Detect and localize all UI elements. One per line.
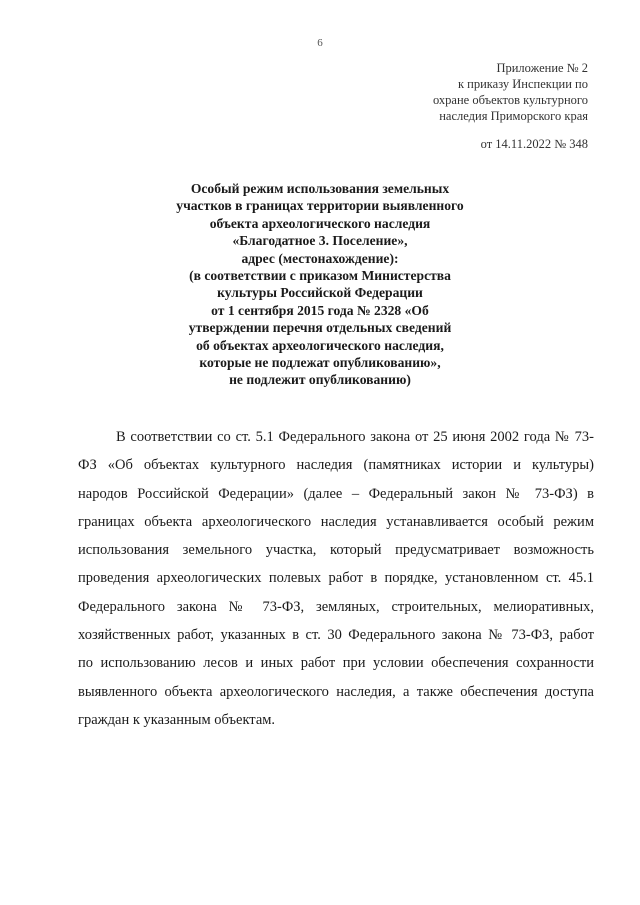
appendix-line: охране объектов культурного xyxy=(432,93,588,107)
appendix-line: наследия Приморского края xyxy=(439,109,588,123)
title-line: адрес (местонахождение): xyxy=(241,250,399,266)
title-line: объекта археологического наследия xyxy=(209,215,431,231)
body-line: границах объекта археологического наследия устанавливается особый режим xyxy=(78,513,594,530)
body-line: Федерального закона № 73-ФЗ, земляных, строительных, мелиоративных, xyxy=(78,598,594,615)
title-line: от 1 сентября 2015 года № 2328 «Об xyxy=(211,302,429,318)
body-line: граждан к указанным объектам. xyxy=(78,711,276,728)
body-paragraph xyxy=(78,423,594,734)
body-line: выявленного объекта археологического наследия, а также обеспечения доступа xyxy=(78,683,594,700)
body-line: В соответствии со ст. 5.1 Федерального закона от 25 июня 2002 года № 73- xyxy=(116,429,594,445)
body-line: по использованию лесов и иных работ при условии обеспечения сохранности xyxy=(78,655,594,672)
title-line: утверждении перечня отдельных сведений xyxy=(188,320,452,336)
title-line: об объектах археологического наследия, xyxy=(196,337,444,353)
body-line: хозяйственных работ, указанных в ст. 30 Федерального закона № 73-ФЗ, работ xyxy=(78,627,594,644)
title-line: которые не подлежат опубликованию», xyxy=(199,355,441,371)
body-line: проведения археологических полевых работ в порядке, установленном ст. 45.1 xyxy=(78,570,594,587)
order-reference: от 14.11.2022 № 348 xyxy=(480,137,588,151)
appendix-line: к приказу Инспекции по xyxy=(457,77,588,91)
body-line: ФЗ «Об объектах культурного наследия (памятниках истории и культуры) xyxy=(78,457,594,474)
title-line: (в соответствии с приказом Министерства xyxy=(189,268,451,284)
title-line: участков в границах территории выявленного xyxy=(176,198,464,214)
page-number: 6 xyxy=(317,37,323,49)
appendix-line: Приложение № 2 xyxy=(496,61,588,75)
body-line: народов Российской Федерации» (далее – Федеральный закон № 73-ФЗ) в xyxy=(78,485,594,502)
body-line: использования земельного участка, который предусматривает возможность xyxy=(78,542,594,559)
document-title xyxy=(120,180,520,389)
title-line: «Благодатное 3. Поселение», xyxy=(232,233,408,249)
title-line: не подлежит опубликованию) xyxy=(229,372,411,388)
title-line: культуры Российской Федерации xyxy=(217,285,423,301)
appendix-header xyxy=(328,60,588,124)
title-line: Особый режим использования земельных xyxy=(190,181,450,196)
